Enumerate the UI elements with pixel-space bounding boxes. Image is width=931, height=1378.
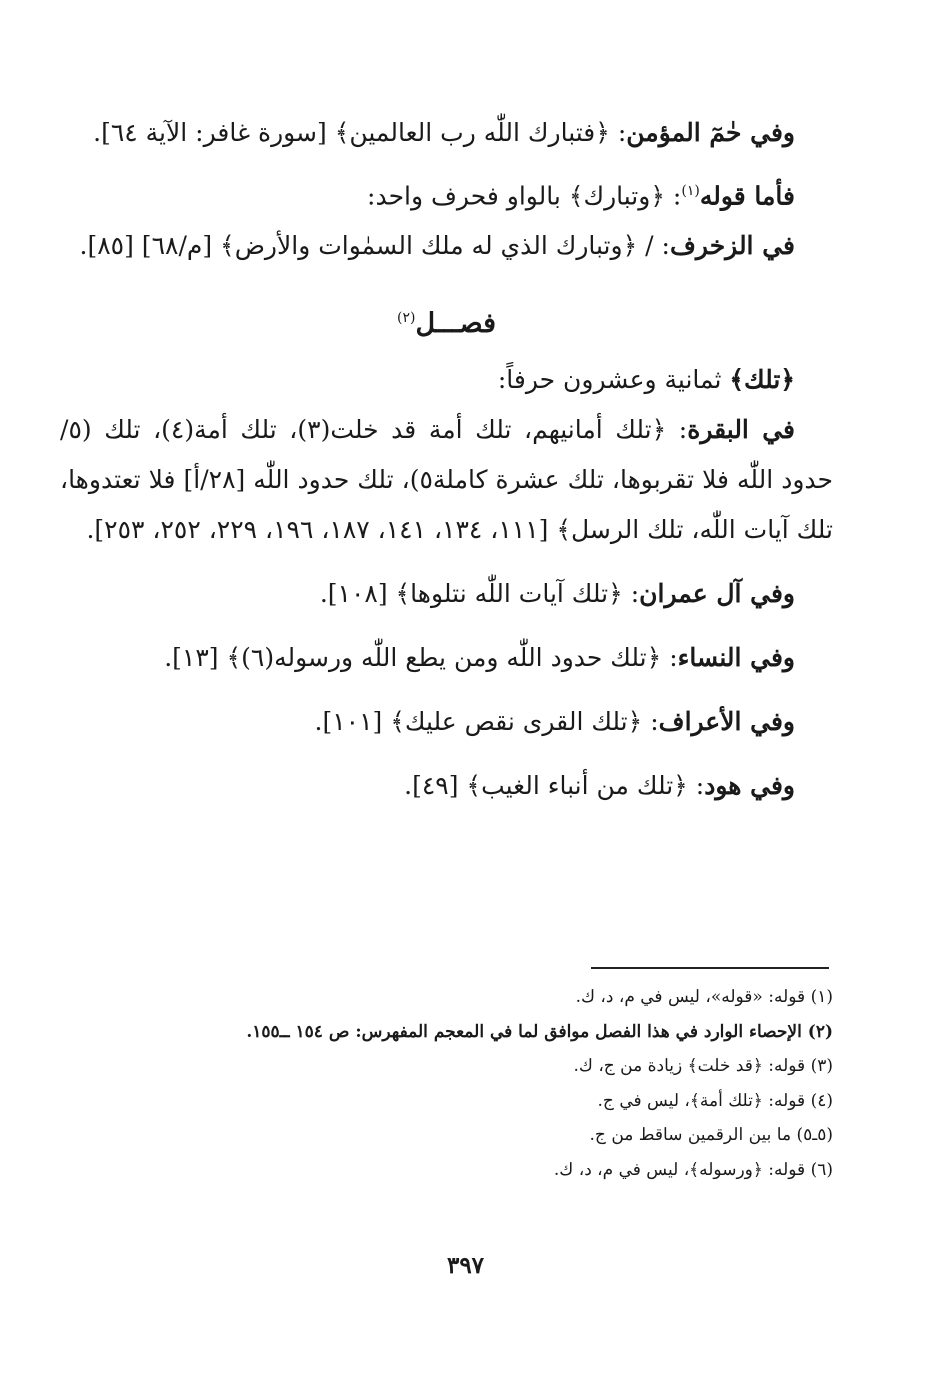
paragraph-body: : ﴿تلك القرى نقص عليك﴾ [١٠١].	[314, 707, 659, 737]
paragraph-lead: في الزخرف	[669, 231, 795, 261]
paragraph-ghafir	[60, 108, 833, 158]
paragraph-body: : ﴿تلك من أنباء الغيب﴾ [٤٩].	[404, 771, 705, 801]
paragraph-body: : / ﴿وتبارك الذي له ملك السمٰوات والأرض﴾ [م/٦٨] [٨٥].	[79, 231, 670, 261]
footnotes	[120, 980, 833, 1187]
footnote-6: (٦) قوله: ﴿ورسوله﴾، ليس في م، د، ك.	[553, 1159, 833, 1180]
paragraph-body: : ﴿فتبارك اللّٰه رب العالمين﴾ [سورة غافر: الآية ٦٤].	[93, 118, 627, 147]
main-text	[60, 108, 833, 811]
paragraph-body: : ﴿تلك آيات اللّٰه نتلوها﴾ [١٠٨].	[319, 579, 640, 609]
paragraph-tilka	[60, 355, 833, 405]
paragraph-araf	[60, 697, 833, 747]
paragraph-body: : ﴿تلك حدود اللّٰه ومن يطع اللّٰه ورسوله(٦)﴾ [١٣].	[164, 643, 678, 673]
footnote-5: (٥ـ٥) ما بين الرقمين ساقط من ج.	[589, 1125, 833, 1145]
section-title	[60, 293, 833, 349]
paragraph-waw-tabaraka	[60, 166, 833, 221]
page-number: ٣٩٧	[446, 1252, 485, 1279]
paragraph-al-imran	[60, 569, 833, 619]
footnote-ref: (٢)	[397, 310, 416, 327]
paragraph-nisa	[60, 633, 833, 683]
paragraph-body: : ﴿وتبارك﴾ بالواو فحرف واحد:	[367, 181, 682, 211]
section-title-text: فصـــل	[415, 308, 496, 340]
footnote-2: (٢) الإحصاء الوارد في هذا الفصل موافق لما في المعجم المفهرس: ص ١٥٤ ــ١٥٥.	[246, 1021, 833, 1042]
paragraph-lead: وفي آل عمران	[639, 579, 795, 609]
paragraph-lead: فأما قوله	[699, 181, 795, 211]
paragraph-baqara	[60, 405, 833, 555]
paragraph-hud	[60, 761, 833, 811]
paragraph-body: : ﴿تلك أمانيهم، تلك أمة قد خلت(٣)، تلك أمة(٤)، تلك (٥/ حدود اللّٰه فلا تقربوها، تلك عشرة كاملة٥)، تلك حدود اللّٰه [٢٨/أ] فلا تعتدوها، تلك آيات اللّٰه، تلك الرسل﴾ [١١١، ١٣٤، ١٤١، ١٨٧، ١٩٦، ٢٢٩، ٢٥٢، ٢٥٣].	[60, 415, 833, 545]
footnote-3: (٣) قوله: ﴿قد خلت﴾ زيادة من ج، ك.	[573, 1056, 833, 1076]
paragraph-lead: وفي حٰمٓ المؤمن	[626, 118, 795, 147]
footnote-ref: (١)	[681, 183, 700, 199]
paragraph-lead: وفي النساء	[677, 643, 795, 673]
footnote-divider	[591, 967, 829, 969]
paragraph-lead: ﴿تلك﴾	[729, 365, 795, 395]
paragraph-body: ثمانية وعشرون حرفاً:	[497, 365, 730, 395]
paragraph-lead: وفي الأعراف	[658, 707, 795, 737]
paragraph-zukhruf	[60, 221, 833, 271]
footnote-1: (١) قوله: «قوله»، ليس في م، د، ك.	[575, 987, 833, 1007]
footnote-4: (٤) قوله: ﴿تلك أمة﴾، ليس في ج.	[597, 1090, 833, 1111]
paragraph-lead: في البقرة	[687, 415, 795, 445]
paragraph-lead: وفي هود	[704, 771, 795, 801]
